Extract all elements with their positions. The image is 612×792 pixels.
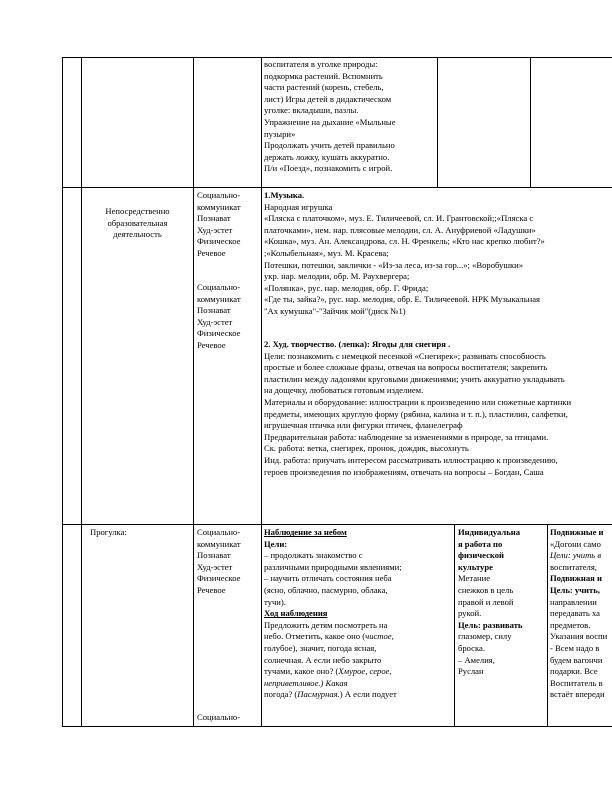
observation-line: – продолжать знакомство с xyxy=(264,550,363,561)
art-line: пластилин между ладонями круговыми движениями; учить аккуратно укладывать xyxy=(264,373,565,384)
activity-line: подкормка растений. Вспомнить xyxy=(264,70,383,81)
individual-goal: броска. xyxy=(458,642,486,653)
column-divider-3 xyxy=(261,57,262,727)
course-line: солнечная. А если небо закрыто xyxy=(264,654,382,665)
individual-goal: глазомер, силу xyxy=(458,631,512,642)
games-line: - Всем надо в xyxy=(550,642,600,653)
games-line: передавать ха xyxy=(550,608,600,619)
area-item: Социально- xyxy=(197,712,241,722)
activity-line: пузыри» xyxy=(264,128,296,139)
walk-areas xyxy=(197,527,260,597)
area-item: Физическое xyxy=(197,573,241,584)
column-divider-walk-1 xyxy=(454,524,455,727)
walk-areas-bottom xyxy=(197,712,260,724)
observation-line: (ясно, облачно, пасмурно, облака, xyxy=(264,584,388,595)
column-divider-4 xyxy=(437,57,438,188)
area-item: Физическое xyxy=(197,328,241,339)
observation-line: – научить отличать состояния неба xyxy=(264,573,392,584)
walk-label-text: Прогулка: xyxy=(90,527,127,537)
individual-goal: Цель: развивать xyxy=(458,619,523,630)
art-line: Инд. работа: приучать интересом рассматривать иллюстрацию к произведению, xyxy=(264,454,558,465)
label-line: Непосредственно xyxy=(105,206,170,216)
games-line: «Догони само xyxy=(550,538,601,549)
games-line: воспитателя, xyxy=(550,561,597,572)
activity-line: Продолжать учить детей правильно xyxy=(264,140,395,151)
row-divider-walk xyxy=(62,524,612,525)
observation-title: Наблюдение за небом xyxy=(264,527,347,537)
individual-title-line: Индивидуальна xyxy=(458,527,521,537)
observation-section xyxy=(264,527,453,701)
art-line: героев произведения по изображениям, отвечать на вопросы – Богдан, Саша xyxy=(264,466,544,477)
column-divider-5 xyxy=(530,57,531,188)
music-line: «Полянка», рус. нар. мелодия, обр. Г. Фрида; xyxy=(264,282,429,293)
direct-areas-group-1 xyxy=(197,190,260,260)
course-title: Ход наблюдения xyxy=(264,608,328,619)
observation-line: тучи). xyxy=(264,596,286,607)
art-line: Материалы и оборудование: иллюстрации к произведению или сюжетные картинки xyxy=(264,396,572,407)
course-line: небо. Отметить, какое оно (чистое, xyxy=(264,631,394,642)
art-line: Ск. работа: ветка, снегирек, пронок, дождик, высохнуть xyxy=(264,443,469,454)
area-item: Социально- xyxy=(197,190,241,200)
games-line: Указания воспи xyxy=(550,631,608,642)
music-line: платочками», нем. нар. плясовые мелодии, сл. А. Ануфриевой «Ладушки» xyxy=(264,224,536,235)
activity-line: воспитателя в уголке природы: xyxy=(264,59,378,69)
games-line: направлении xyxy=(550,596,597,607)
games-line: Воспитатель в xyxy=(550,677,603,688)
music-section xyxy=(264,190,612,318)
games-line: встаёт впереди xyxy=(550,689,605,700)
individual-work-section xyxy=(458,527,546,678)
walk-label xyxy=(90,527,190,539)
activity-line: уголке: вкладыши, пазлы. xyxy=(264,105,359,116)
area-item: Худ-эстет xyxy=(197,561,233,572)
art-line: Предварительная работа: наблюдение за изменениями в природе, за птицами. xyxy=(264,431,549,442)
individual-text: Метание xyxy=(458,573,491,584)
table-left-border xyxy=(62,57,63,727)
outdoor-games-section xyxy=(550,527,612,701)
label-line: деятельность xyxy=(113,229,162,240)
area-item: коммуникат xyxy=(197,201,241,212)
music-line: «Где ты, зайка?», рус. нар. мелодия, обр. Е. Тиличеевой. НРК Музыкальная xyxy=(264,294,541,305)
observation-line: различными природными явлениями; xyxy=(264,561,402,572)
individual-names: Руслан xyxy=(458,666,484,677)
area-item: Физическое xyxy=(197,236,241,247)
area-item: коммуникат xyxy=(197,538,241,549)
activity-line: Упражнение на дыхание «Мыльные xyxy=(264,116,396,127)
games-line: Цель: учить, xyxy=(550,584,600,595)
games-line: Цели: учить в xyxy=(550,550,602,561)
area-item: Социально- xyxy=(197,282,241,292)
area-item: Худ-эстет xyxy=(197,316,233,327)
column-divider-1 xyxy=(81,57,82,727)
art-title: 2. Худ. творчество. (лепка): Ягоды для снегиря . xyxy=(264,339,451,349)
games-line: будем вагончи xyxy=(550,654,603,665)
music-line: Народная игрушка xyxy=(264,201,333,212)
direct-areas-group-2 xyxy=(197,282,260,352)
table-bottom-border xyxy=(62,726,612,727)
activity-line: лист) Игры детей в дидактическом xyxy=(264,93,392,104)
area-item: Познават xyxy=(197,305,231,316)
music-line: Потешки, потешки, заклички - «Из-за леса, из-за гор...»; «Воробушки» xyxy=(264,259,524,270)
course-line: Предложить детям посмотреть на xyxy=(264,619,388,630)
individual-text: снежков в цель xyxy=(458,584,514,595)
activity-line: держать ложку, кушать аккуратно. xyxy=(264,151,390,162)
area-item: коммуникат xyxy=(197,293,241,304)
course-line: погода? (Пасмурная.) А если подует xyxy=(264,689,397,700)
individual-title-line: я работа по xyxy=(458,538,503,549)
games-line: Подвижная и xyxy=(550,573,602,584)
area-item: Социально- xyxy=(197,527,241,537)
area-item: Худ-эстет xyxy=(197,224,233,235)
music-line: ;«Колыбельная», муз. М. Красева; xyxy=(264,247,389,258)
top-row-activity xyxy=(264,59,436,175)
area-item: Речевое xyxy=(197,584,226,595)
art-line: предметы, имеющих круглую форму (рябина, калина и т. п.), пластилин, салфетки, xyxy=(264,408,568,419)
games-line: предметов. xyxy=(550,619,591,630)
music-line: «Пляска с платочком», муз. Е. Тиличеевой, сл. И. Грантовской;;«Пляска с xyxy=(264,213,534,224)
column-divider-walk-2 xyxy=(547,524,548,727)
course-line: тучами, какое оно? (Хмурое, серое, xyxy=(264,666,392,677)
column-divider-2 xyxy=(193,57,194,727)
label-line: образовательная xyxy=(107,217,168,228)
art-line: на дощечку, любоваться готовым изделием. xyxy=(264,385,424,396)
music-line: "Ах кумушка"-"Зайчик мой"(диск №1) xyxy=(264,305,406,316)
area-item: Познават xyxy=(197,550,231,561)
course-line: неприветливое.) Какая xyxy=(264,677,348,688)
area-item: Речевое xyxy=(197,247,226,258)
individual-text: рукой. xyxy=(458,608,482,619)
games-line: Подвижные и xyxy=(550,527,604,537)
music-line: укр. нар. мелодии, обр. М. Раухвергера; xyxy=(264,271,410,282)
goal-label: Цели: xyxy=(264,538,288,549)
individual-text: правой и левой xyxy=(458,596,514,607)
area-item: Речевое xyxy=(197,339,226,350)
area-item: Познават xyxy=(197,213,231,224)
music-line: «Кошка», муз. Ан. Александрова, сл. Н. Френкель; «Кто нас крепко любит?» xyxy=(264,236,545,247)
direct-activity-label xyxy=(82,206,193,241)
individual-names: – Амелия, xyxy=(458,654,495,665)
activity-line: П/и «Поезд», познакомить с игрой. xyxy=(264,163,393,174)
art-line: Цели: познакомить с немецкой песенкой «Снегирек»; развивать способность xyxy=(264,350,546,361)
art-line: игрушечная птичка или фигурки птичек, фланелеграф xyxy=(264,420,463,431)
games-line: подарки. Все xyxy=(550,666,598,677)
music-title: 1.Музыка. xyxy=(264,190,305,200)
course-line: голубое), значит, погода ясная, xyxy=(264,642,377,653)
individual-title-line: физической xyxy=(458,550,504,561)
activity-line: части растений (корень, стебель, xyxy=(264,82,384,93)
art-section xyxy=(264,339,612,478)
individual-title-line: культуре xyxy=(458,561,493,572)
art-line: простые и более сложные фразы, отвечая на вопросы воспитателя; закрепить xyxy=(264,362,548,373)
